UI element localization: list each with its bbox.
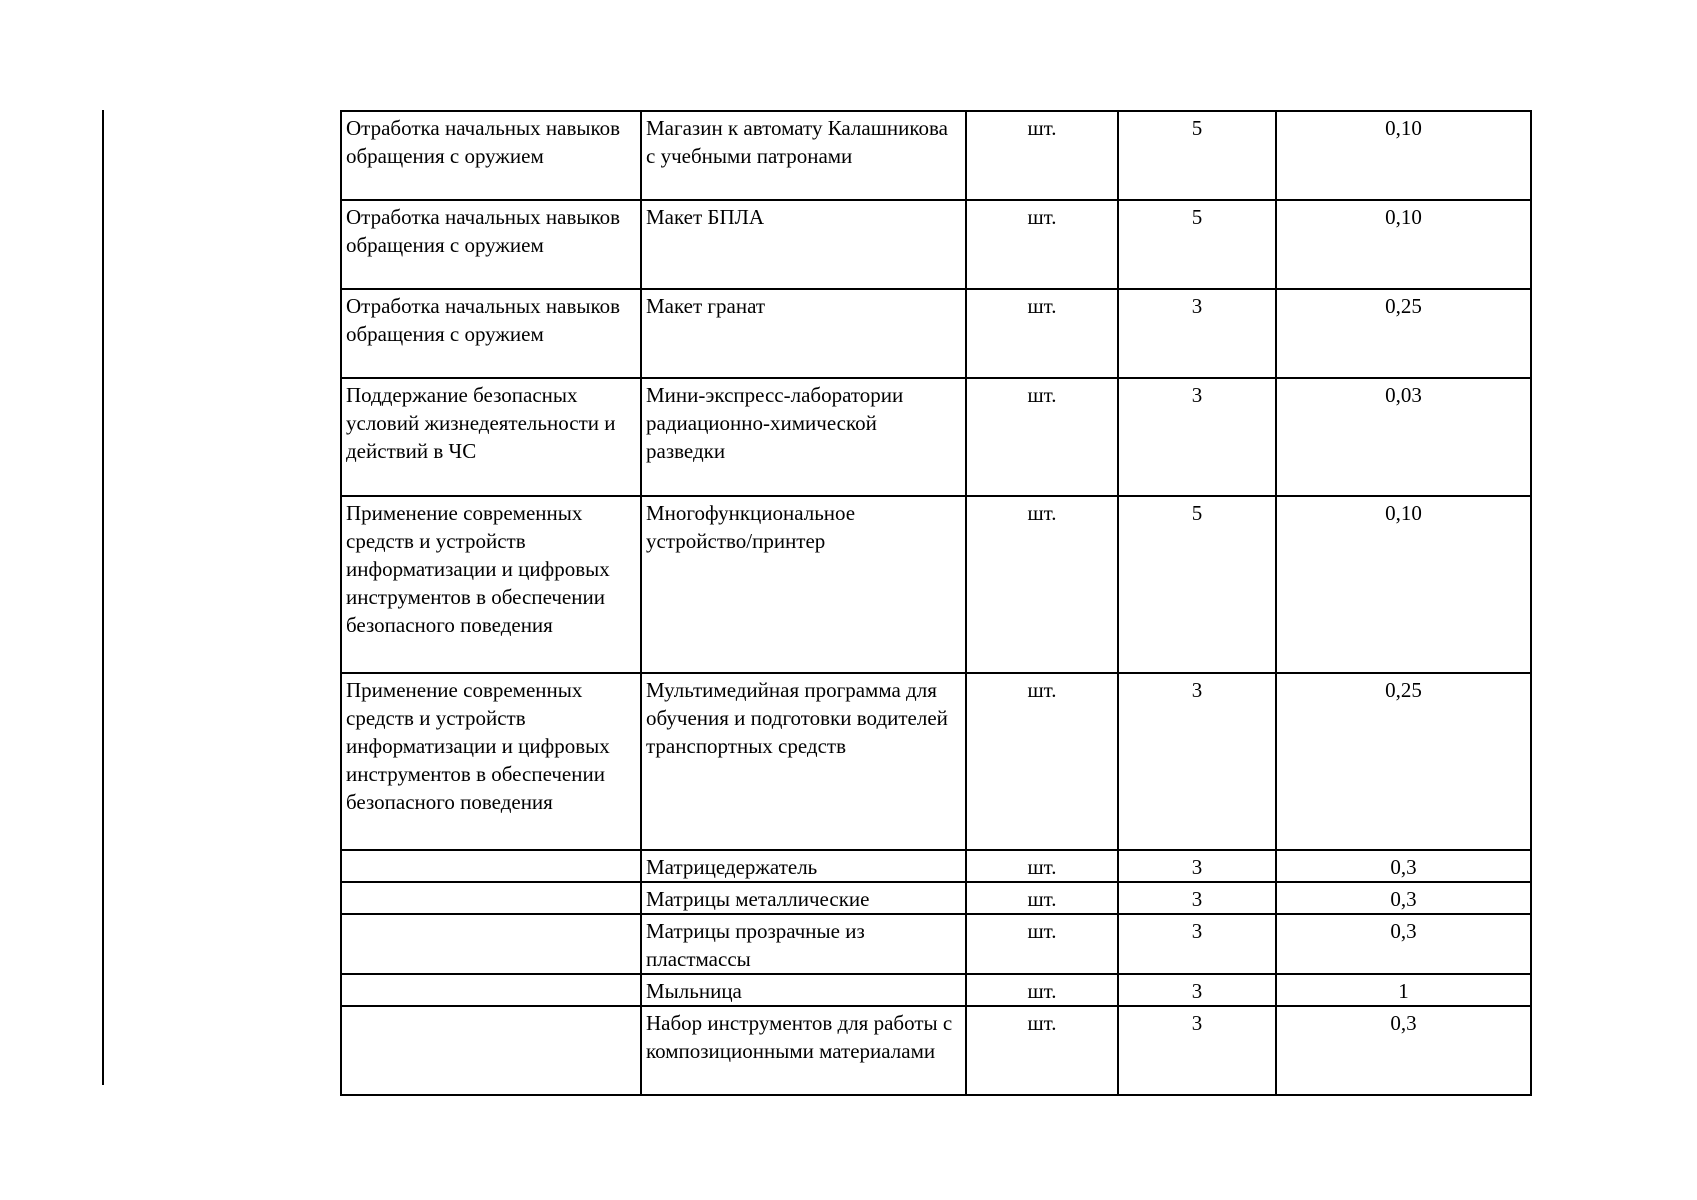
unit-cell: шт. xyxy=(966,1006,1118,1095)
item-cell: Матрицедержатель xyxy=(641,850,966,882)
unit-cell: шт. xyxy=(966,882,1118,914)
item-cell: Мыльница xyxy=(641,974,966,1006)
item-cell: Макет БПЛА xyxy=(641,200,966,289)
quantity-cell: 3 xyxy=(1118,1006,1276,1095)
table-row xyxy=(341,914,1531,974)
table-row xyxy=(341,378,1531,496)
norm-cell: 0,25 xyxy=(1276,289,1531,378)
unit-cell: шт. xyxy=(966,914,1118,974)
activity-cell: Отработка начальных навыков обращения с оружием xyxy=(341,289,641,378)
activity-cell: Поддержание безопасных условий жизнедеятельности и действий в ЧС xyxy=(341,378,641,496)
unit-cell: шт. xyxy=(966,673,1118,850)
table-row xyxy=(341,673,1531,850)
activity-cell xyxy=(341,1006,641,1095)
activity-cell: Применение современных средств и устройств информатизации и цифровых инструментов в обеспечении безопасного поведения xyxy=(341,496,641,673)
norm-cell: 0,10 xyxy=(1276,496,1531,673)
unit-cell: шт. xyxy=(966,200,1118,289)
activity-cell: Отработка начальных навыков обращения с оружием xyxy=(341,111,641,200)
norm-cell: 0,3 xyxy=(1276,882,1531,914)
item-cell: Магазин к автомату Калашникова с учебными патронами xyxy=(641,111,966,200)
table-row xyxy=(341,289,1531,378)
activity-cell xyxy=(341,914,641,974)
item-cell: Мультимедийная программа для обучения и подготовки водителей транспортных средств xyxy=(641,673,966,850)
activity-cell xyxy=(341,974,641,1006)
activity-cell xyxy=(341,882,641,914)
norm-cell: 0,3 xyxy=(1276,914,1531,974)
norm-cell: 0,10 xyxy=(1276,111,1531,200)
item-cell: Многофункциональное устройство/принтер xyxy=(641,496,966,673)
table-row xyxy=(341,882,1531,914)
norm-cell: 1 xyxy=(1276,974,1531,1006)
left-margin-line xyxy=(102,110,104,1085)
norm-cell: 0,25 xyxy=(1276,673,1531,850)
table-row xyxy=(341,496,1531,673)
quantity-cell: 5 xyxy=(1118,200,1276,289)
unit-cell: шт. xyxy=(966,850,1118,882)
quantity-cell: 5 xyxy=(1118,496,1276,673)
quantity-cell: 3 xyxy=(1118,974,1276,1006)
item-cell: Матрицы прозрачные из пластмассы xyxy=(641,914,966,974)
norm-cell: 0,3 xyxy=(1276,1006,1531,1095)
equipment-table xyxy=(340,110,1532,1096)
table-row xyxy=(341,974,1531,1006)
norm-cell: 0,10 xyxy=(1276,200,1531,289)
quantity-cell: 3 xyxy=(1118,673,1276,850)
activity-cell: Отработка начальных навыков обращения с оружием xyxy=(341,200,641,289)
quantity-cell: 3 xyxy=(1118,850,1276,882)
quantity-cell: 3 xyxy=(1118,914,1276,974)
unit-cell: шт. xyxy=(966,974,1118,1006)
norm-cell: 0,03 xyxy=(1276,378,1531,496)
table-row xyxy=(341,111,1531,200)
quantity-cell: 3 xyxy=(1118,882,1276,914)
item-cell: Мини-экспресс-лаборатории радиационно-химической разведки xyxy=(641,378,966,496)
unit-cell: шт. xyxy=(966,378,1118,496)
unit-cell: шт. xyxy=(966,111,1118,200)
activity-cell: Применение современных средств и устройств информатизации и цифровых инструментов в обеспечении безопасного поведения xyxy=(341,673,641,850)
item-cell: Матрицы металлические xyxy=(641,882,966,914)
activity-cell xyxy=(341,850,641,882)
quantity-cell: 3 xyxy=(1118,289,1276,378)
norm-cell: 0,3 xyxy=(1276,850,1531,882)
unit-cell: шт. xyxy=(966,289,1118,378)
table-row xyxy=(341,850,1531,882)
unit-cell: шт. xyxy=(966,496,1118,673)
table-row xyxy=(341,200,1531,289)
quantity-cell: 3 xyxy=(1118,378,1276,496)
item-cell: Набор инструментов для работы с композиционными материалами xyxy=(641,1006,966,1095)
item-cell: Макет гранат xyxy=(641,289,966,378)
quantity-cell: 5 xyxy=(1118,111,1276,200)
table-row xyxy=(341,1006,1531,1095)
